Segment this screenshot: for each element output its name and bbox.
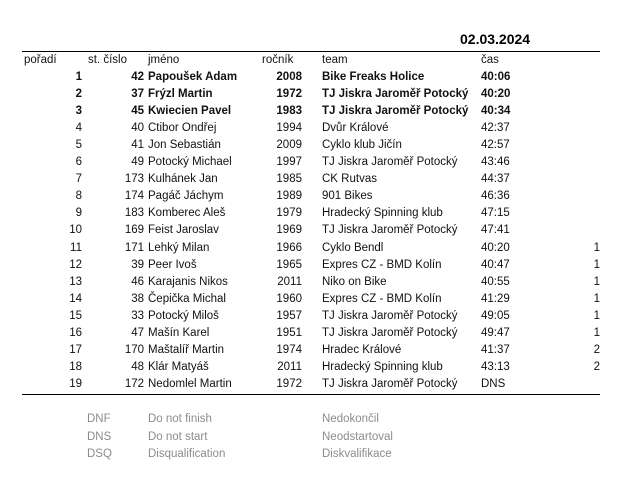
table-row [0,359,640,376]
result-team: Hradec Králové [322,344,402,357]
result-team: CK Rutvas [322,173,377,186]
legend-row [0,429,640,446]
result-year: 2009 [276,138,302,151]
table-row [0,86,640,103]
result-year: 1974 [276,344,302,357]
table-row [0,240,640,257]
result-position: 10 [69,224,82,237]
legend-czech: Neodstartoval [322,430,393,443]
header-name: jméno [148,54,180,66]
result-year: 1972 [276,87,302,100]
result-start-number: 46 [131,275,144,288]
result-team: Niko on Bike [322,275,387,288]
result-name: Lehký Milan [148,241,210,254]
result-start-number: 49 [131,156,144,168]
result-team: TJ Jiskra Jaroměř Potocký [322,87,469,100]
result-year: 1997 [276,156,302,168]
result-time: 41:29 [481,292,510,305]
result-start-number: 173 [124,173,144,186]
result-extra: 1 [593,327,600,339]
result-name: Čepička Michal [148,292,226,305]
table-row [0,274,640,291]
result-name: Papoušek Adam [148,70,238,83]
result-time: 40:47 [481,258,510,271]
legend-row [0,411,640,428]
result-time: 47:15 [481,207,510,220]
result-year: 1972 [276,378,302,391]
result-start-number: 172 [124,378,144,391]
result-extra: 1 [593,275,600,288]
result-position: 9 [75,207,82,220]
result-name: Frýzl Martin [148,87,213,100]
result-name: Mašín Karel [148,327,210,339]
result-team: Bike Freaks Holice [322,70,425,83]
result-position: 15 [69,309,82,322]
result-start-number: 47 [131,327,144,339]
result-name: Feist Jaroslav [148,224,219,237]
result-position: 16 [69,327,82,339]
result-team: TJ Jiskra Jaroměř Potocký [322,156,458,168]
result-position: 14 [69,292,82,305]
result-name: Klár Matyáš [148,361,209,374]
result-team: Hradecký Spinning klub [322,207,443,220]
table-row [0,188,640,205]
result-position: 6 [75,156,82,168]
result-start-number: 40 [131,121,144,134]
result-name: Pagáč Jáchym [148,190,224,203]
table-row [0,120,640,137]
result-year: 2008 [276,70,302,83]
result-time: DNS [481,378,506,391]
result-start-number: 183 [124,207,144,220]
result-time: 47:41 [481,224,510,237]
result-year: 1951 [276,327,302,339]
result-year: 1989 [276,190,302,203]
result-time: 40:06 [481,70,511,83]
result-time: 49:05 [481,309,510,322]
result-year: 1985 [276,173,302,186]
legend-code: DNF [87,413,111,425]
result-start-number: 38 [131,292,144,305]
result-team: Cyklo Bendl [322,241,384,254]
result-time: 40:34 [481,104,511,117]
result-team: Dvůr Králové [322,121,389,134]
result-year: 1979 [276,207,302,220]
result-year: 2011 [277,361,302,374]
result-name: Peer Ivoš [148,258,197,271]
result-time: 42:37 [481,121,510,134]
result-start-number: 171 [124,241,144,254]
result-position: 12 [69,258,82,271]
result-start-number: 45 [131,104,144,117]
result-name: Kulhánek Jan [148,173,218,186]
result-time: 43:13 [481,361,510,374]
result-name: Potocký Michael [148,156,232,168]
legend-czech: Diskvalifikace [322,448,392,460]
result-team: Hradecký Spinning klub [322,361,443,374]
result-time: 40:20 [481,241,510,254]
result-position: 1 [75,70,82,83]
result-start-number: 48 [131,361,144,374]
legend-code: DSQ [87,448,112,460]
result-year: 1965 [276,258,302,271]
result-position: 4 [75,121,82,134]
result-position: 13 [69,275,82,288]
legend-english: Do not finish [148,413,212,425]
result-position: 17 [69,344,82,357]
result-position: 11 [70,241,82,254]
result-name: Jon Sebastián [148,138,221,151]
header-team: team [322,54,348,66]
header-year: ročník [262,54,294,66]
table-row [0,137,640,154]
result-team: TJ Jiskra Jaroměř Potocký [322,327,458,339]
result-start-number: 170 [124,344,144,357]
table-row [0,171,640,188]
result-time: 43:46 [481,156,510,168]
result-time: 44:37 [481,173,510,186]
result-extra: 2 [593,361,600,374]
result-team: Cyklo klub Jičín [322,138,402,151]
result-position: 2 [75,87,82,100]
result-position: 18 [69,361,82,374]
result-team: TJ Jiskra Jaroměř Potocký [322,378,458,391]
result-start-number: 42 [131,70,144,83]
header-position: pořadí [24,54,57,66]
table-row [0,69,640,86]
legend-czech: Nedokončil [322,413,379,425]
result-team: Expres CZ - BMD Kolín [322,258,442,271]
result-name: Nedomlel Martin [148,378,232,391]
result-time: 46:36 [481,190,510,203]
result-team: TJ Jiskra Jaroměř Potocký [322,224,458,237]
header-divider [22,51,600,52]
result-extra: 1 [593,309,600,322]
result-extra: 2 [593,344,600,357]
legend-code: DNS [87,430,112,443]
result-team: 901 Bikes [322,190,373,203]
table-row [0,308,640,325]
table-row [0,342,640,359]
result-start-number: 37 [131,87,144,100]
result-position: 7 [75,173,82,186]
result-year: 2011 [277,275,302,288]
result-start-number: 174 [124,190,144,203]
result-time: 40:55 [481,275,510,288]
result-name: Komberec Aleš [148,207,226,220]
result-time: 49:47 [481,327,510,339]
result-extra: 1 [593,258,600,271]
legend-english: Disqualification [148,448,226,460]
result-start-number: 169 [124,224,144,237]
result-year: 1957 [276,309,302,322]
header-time: čas [481,54,499,66]
table-row [0,154,640,171]
legend-english: Do not start [148,430,208,443]
table-row [0,205,640,222]
result-position: 3 [75,104,82,117]
result-extra: 1 [593,292,600,305]
result-team: Expres CZ - BMD Kolín [322,292,442,305]
result-start-number: 39 [131,258,144,271]
result-position: 5 [75,138,82,151]
result-year: 1994 [276,121,302,134]
table-row [0,291,640,308]
table-row [0,222,640,239]
table-row [0,257,640,274]
results-header-row [0,52,640,69]
table-bottom-divider [22,394,600,395]
result-team: TJ Jiskra Jaroměř Potocký [322,104,469,117]
result-name: Maštalíř Martin [148,344,225,357]
result-position: 8 [75,190,82,203]
result-team: TJ Jiskra Jaroměř Potocký [322,309,458,322]
result-year: 1966 [276,241,302,254]
table-row [0,376,640,393]
result-year: 1960 [276,292,302,305]
result-name: Ctibor Ondřej [148,121,217,134]
result-name: Kwiecien Pavel [148,104,232,117]
result-name: Potocký Miloš [148,309,219,322]
result-extra: 1 [593,241,600,254]
result-name: Karajanis Nikos [148,275,228,288]
results-date: 02.03.2024 [460,31,531,47]
result-year: 1983 [276,104,302,117]
result-start-number: 33 [131,309,144,322]
table-row [0,103,640,120]
result-year: 1969 [276,224,302,237]
result-time: 41:37 [481,344,510,357]
legend-row [0,446,640,463]
result-time: 40:20 [481,87,511,100]
result-start-number: 41 [131,138,144,151]
result-time: 42:57 [481,138,510,151]
header-start-number: st. číslo [88,54,127,66]
table-row [0,325,640,342]
result-position: 19 [69,378,82,391]
